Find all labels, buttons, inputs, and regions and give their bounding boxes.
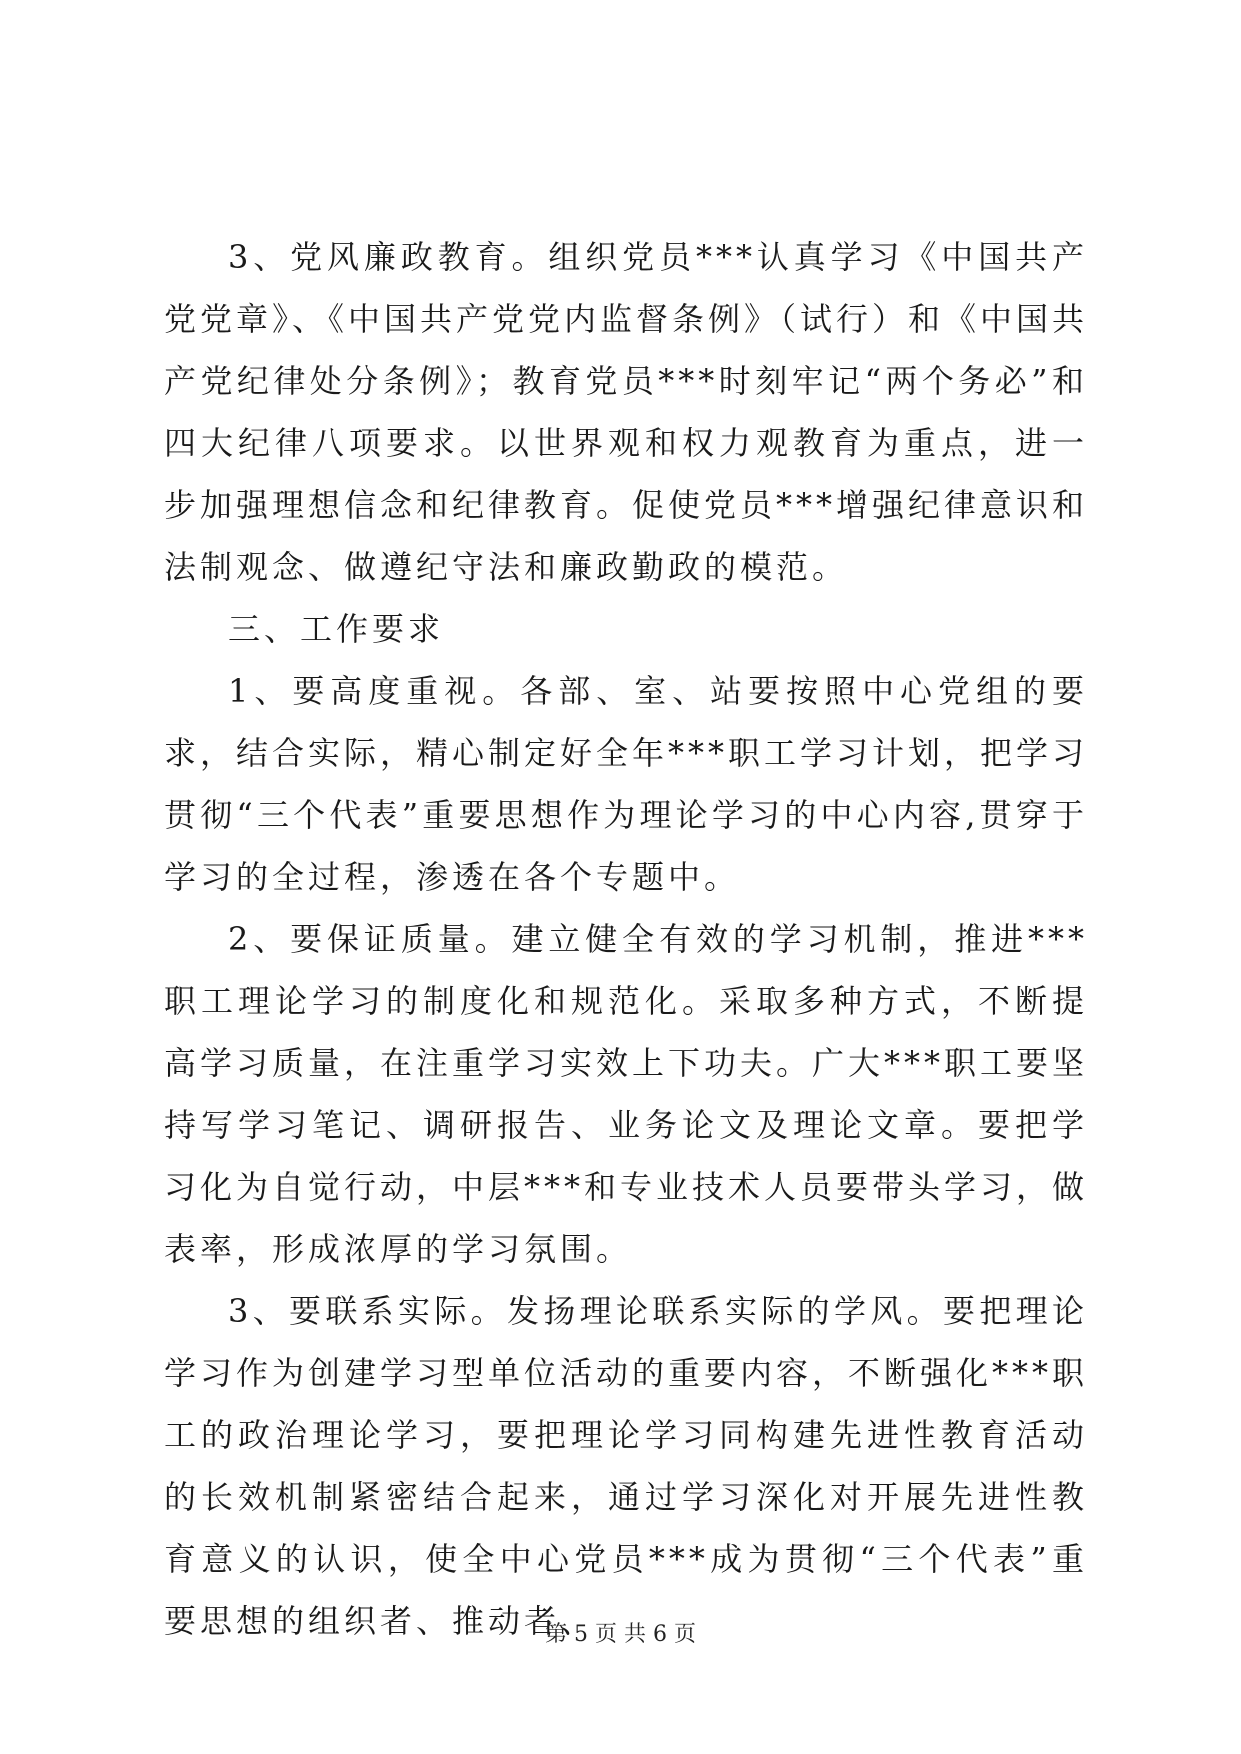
section-heading-work-requirements: 三、工作要求 [228,610,445,648]
page-number-footer: 第 5 页 共 6 页 [545,1622,696,1647]
document-body [164,226,1088,1652]
paragraph-attach-importance: 1、要高度重视。各部、室、站要按照中心党组的要求，结合实际，精心制定好全年***职工学习计划，把学习贯彻“三个代表”重要思想作为理论学习的中心内容,贯穿于学习的全过程，渗透在各个专题中。 [164,672,1089,896]
paragraph-ensure-quality: 2、要保证质量。建立健全有效的学习机制，推进***职工理论学习的制度化和规范化。采取多种方式，不断提高学习质量，在注重学习实效上下功夫。广大***职工要坚持写学习笔记、调研报告、业务论文及理论文章。要把学习化为自觉行动，中层***和专业技术人员要带头学习，做表率，形成浓厚的学习氛围。 [164,920,1089,1268]
paragraph-connect-practice: 3、要联系实际。发扬理论联系实际的学风。要把理论学习作为创建学习型单位活动的重要内容，不断强化***职工的政治理论学习，要把理论学习同构建先进性教育活动的长效机制紧密结合起来，通过学习深化对开展先进性教育意义的认识，使全中心党员***成为贯彻“三个代表”重要思想的组织者、推动者、 [164,1292,1089,1640]
paragraph-party-integrity-education: 3、党风廉政教育。组织党员***认真学习《中国共产党党章》、《中国共产党党内监督条例》（试行）和《中国共产党纪律处分条例》；教育党员***时刻牢记“两个务必”和四大纪律八项要求。以世界观和权力观教育为重点，进一步加强理想信念和纪律教育。促使党员***增强纪律意识和法制观念、做遵纪守法和廉政勤政的模范。 [164,238,1089,586]
